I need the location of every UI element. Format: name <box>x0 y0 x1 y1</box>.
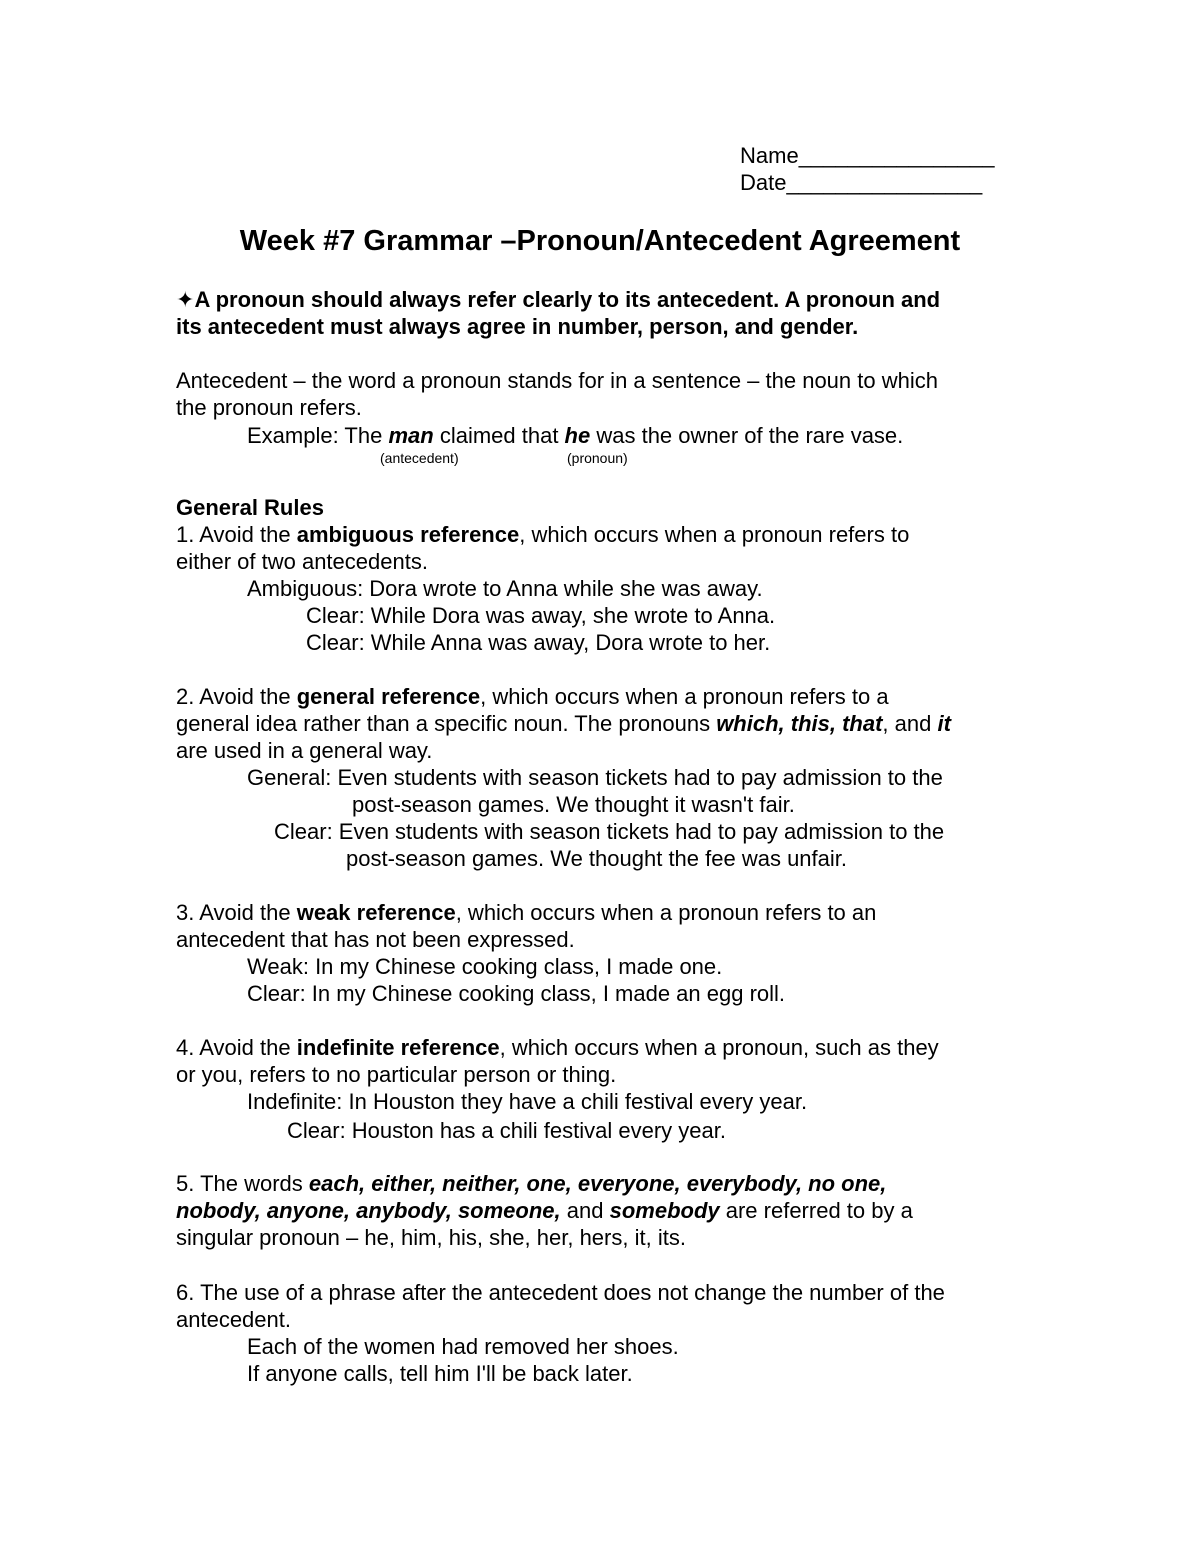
rules-heading: General Rules <box>176 495 324 520</box>
intro-statement <box>176 286 940 340</box>
rule-3-term: weak reference <box>296 900 456 925</box>
rule-2-example-clear-cont: post-season games. We thought the fee was unfair. <box>346 846 848 871</box>
rule-6-example-1: Each of the women had removed her shoes. <box>247 1334 679 1359</box>
rule-1-example-clear-2: Clear: While Anna was away, Dora wrote to her. <box>306 630 771 655</box>
rule-1-term: ambiguous reference <box>296 522 520 547</box>
rule-2-example-clear: Clear: Even students with season tickets had to pay admission to the <box>274 819 945 844</box>
name-blank: ________________ <box>798 143 995 168</box>
rule-4-example-indefinite: Indefinite: In Houston they have a chili festival every year. <box>247 1089 808 1114</box>
date-label: Date <box>740 170 787 195</box>
rule-1: 1. Avoid the ambiguous reference, which occurs when a pronoun refers to either of two antecedents. <box>176 522 910 574</box>
rule-3: 3. Avoid the weak reference, which occurs when a pronoun refers to an antecedent that has not been expressed. <box>176 900 877 952</box>
date-blank: ________________ <box>786 170 983 195</box>
rule-3-example-weak: Weak: In my Chinese cooking class, I made one. <box>247 954 723 979</box>
antecedent-definition: Antecedent – the word a pronoun stands for in a sentence – the noun to which the pronoun refers. <box>176 368 938 420</box>
intro-line-1: ✦A pronoun should always refer clearly to its antecedent. A pronoun and <box>176 287 941 312</box>
rule-2: 2. Avoid the general reference, which occurs when a pronoun refers to a general idea rather than a specific noun. The pronouns which, this, that, and it are used in a general way. <box>176 684 951 763</box>
rule-4-term: indefinite reference <box>296 1035 500 1060</box>
rule-2-example-general: General: Even students with season tickets had to pay admission to the <box>247 765 943 790</box>
definition-example: Example: The man claimed that he was the owner of the rare vase. <box>247 423 904 448</box>
label-antecedent: (antecedent) <box>380 450 459 466</box>
star-icon: ✦ <box>176 287 195 312</box>
rule-4: 4. Avoid the indefinite reference, which occurs when a pronoun, such as they or you, refers to no particular person or thing. <box>176 1035 939 1087</box>
rule-5: 5. The words each, either, neither, one, everyone, everybody, no one, nobody, anyone, anybody, someone, and somebody are referred to by a singular pronoun – he, him, his, she, her, hers, it, its. <box>176 1171 913 1250</box>
rule-2-example-general-cont: post-season games. We thought it wasn't fair. <box>352 792 795 817</box>
page-title: Week #7 Grammar –Pronoun/Antecedent Agreement <box>239 225 961 257</box>
rule-1-example-clear-1: Clear: While Dora was away, she wrote to Anna. <box>306 603 776 628</box>
example-antecedent: man <box>388 423 434 448</box>
date-field <box>740 169 982 196</box>
rule-6: 6. The use of a phrase after the antecedent does not change the number of the antecedent. <box>176 1280 945 1332</box>
name-field <box>740 142 994 169</box>
name-label: Name <box>740 143 799 168</box>
example-pronoun: he <box>564 423 591 448</box>
label-pronoun: (pronoun) <box>567 450 628 466</box>
rule-1-example-ambiguous: Ambiguous: Dora wrote to Anna while she was away. <box>247 576 763 601</box>
rule-3-example-clear: Clear: In my Chinese cooking class, I made an egg roll. <box>247 981 786 1006</box>
rule-2-term: general reference <box>296 684 481 709</box>
rule-6-example-2: If anyone calls, tell him I'll be back later. <box>247 1361 633 1386</box>
intro-line-2: its antecedent must always agree in number, person, and gender. <box>176 314 859 339</box>
rule-4-example-clear: Clear: Houston has a chili festival every year. <box>287 1118 726 1143</box>
